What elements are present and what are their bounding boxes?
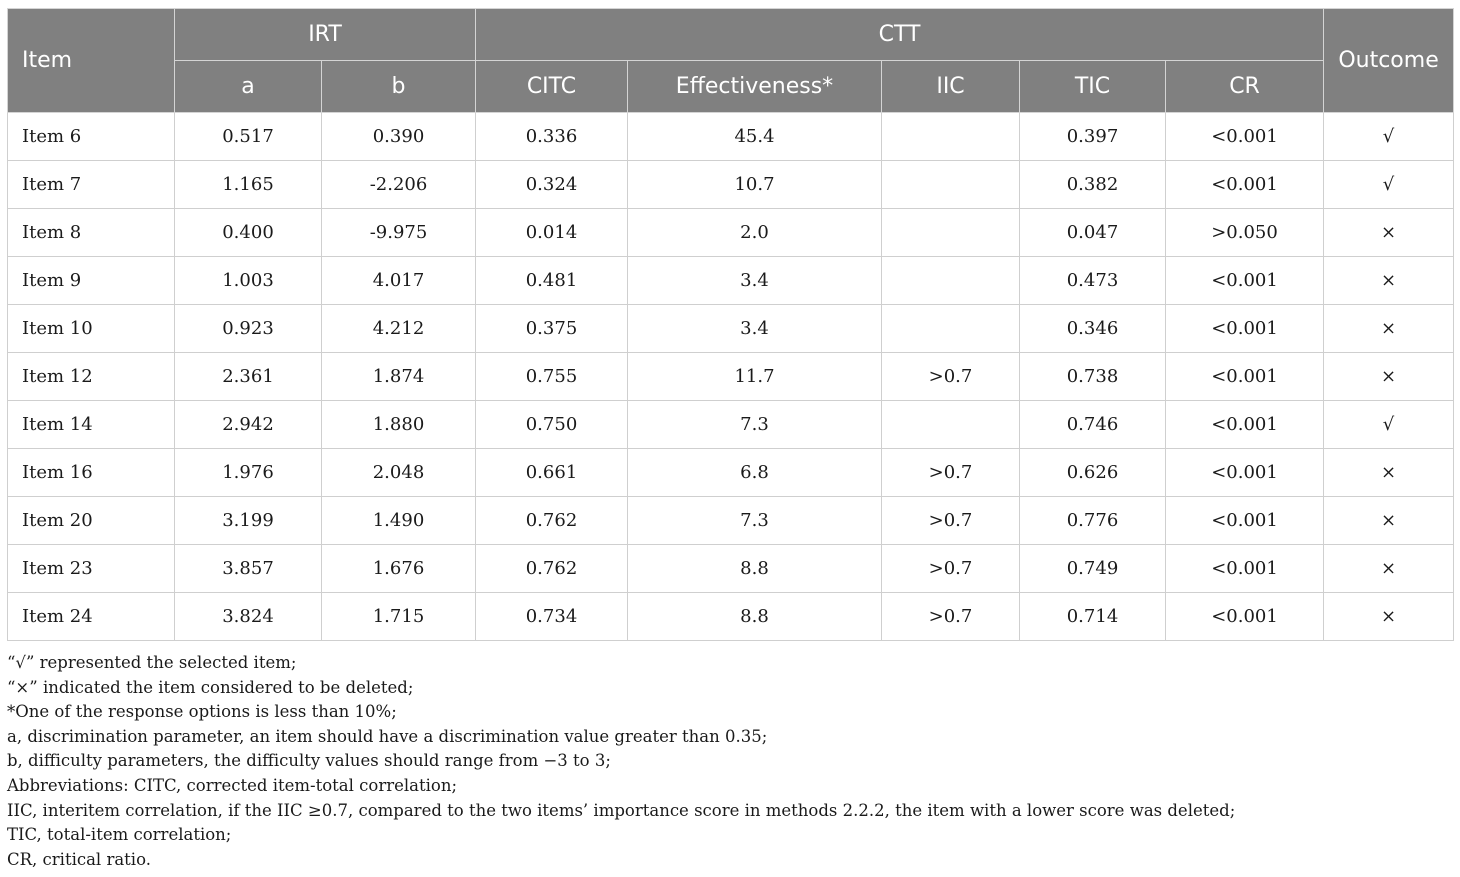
cell-item: Item 14 [8, 401, 175, 449]
cell-a: 1.976 [175, 449, 322, 497]
cell-item: Item 23 [8, 545, 175, 593]
cell-cr: <0.001 [1166, 449, 1324, 497]
cell-citc: 0.324 [476, 161, 628, 209]
cell-b: 1.880 [322, 401, 476, 449]
header-a: a [175, 61, 322, 113]
cell-tic: 0.746 [1020, 401, 1166, 449]
cell-b: 2.048 [322, 449, 476, 497]
header-ctt: CTT [476, 9, 1324, 61]
header-cr: CR [1166, 61, 1324, 113]
cell-iic: >0.7 [882, 593, 1020, 641]
header-citc: CITC [476, 61, 628, 113]
cell-item: Item 10 [8, 305, 175, 353]
cell-outcome: × [1324, 545, 1454, 593]
cell-eff: 45.4 [628, 113, 882, 161]
cell-tic: 0.346 [1020, 305, 1166, 353]
footnote-line: “√” represented the selected item; [7, 653, 297, 672]
table-row [8, 161, 1454, 209]
cell-outcome: × [1324, 257, 1454, 305]
cell-b: 1.874 [322, 353, 476, 401]
cell-a: 2.361 [175, 353, 322, 401]
cell-a: 1.003 [175, 257, 322, 305]
cell-item: Item 16 [8, 449, 175, 497]
cell-eff: 8.8 [628, 545, 882, 593]
header-item: Item [8, 9, 175, 113]
footnote-line: IIC, interitem correlation, if the IIC ≥0.7, compared to the two items’ importance score in methods 2.2.2, the item with a lower score was deleted; [7, 800, 1236, 820]
cell-a: 0.923 [175, 305, 322, 353]
cell-a: 1.165 [175, 161, 322, 209]
footnote-line: a, discrimination parameter, an item should have a discrimination value greater than 0.35; [7, 726, 768, 746]
footnote-line: CR, critical ratio. [7, 849, 151, 869]
cell-b: -2.206 [322, 161, 476, 209]
cell-outcome: × [1324, 353, 1454, 401]
cell-eff: 10.7 [628, 161, 882, 209]
cell-item: Item 12 [8, 353, 175, 401]
cell-cr: <0.001 [1166, 257, 1324, 305]
cell-iic [882, 209, 1020, 257]
cell-citc: 0.762 [476, 497, 628, 545]
cell-cr: >0.050 [1166, 209, 1324, 257]
cell-citc: 0.375 [476, 305, 628, 353]
header-outcome: Outcome [1324, 9, 1454, 113]
table-row [8, 497, 1454, 545]
cell-a: 2.942 [175, 401, 322, 449]
cell-item: Item 8 [8, 209, 175, 257]
cell-tic: 0.473 [1020, 257, 1166, 305]
cell-eff: 3.4 [628, 305, 882, 353]
cell-tic: 0.382 [1020, 161, 1166, 209]
cell-item: Item 6 [8, 113, 175, 161]
cell-eff: 6.8 [628, 449, 882, 497]
cell-a: 0.517 [175, 113, 322, 161]
cell-citc: 0.661 [476, 449, 628, 497]
cell-b: 4.212 [322, 305, 476, 353]
cell-iic [882, 257, 1020, 305]
results-table [7, 8, 1454, 641]
cell-b: 1.676 [322, 545, 476, 593]
cell-a: 0.400 [175, 209, 322, 257]
cell-cr: <0.001 [1166, 545, 1324, 593]
cell-cr: <0.001 [1166, 401, 1324, 449]
cell-a: 3.824 [175, 593, 322, 641]
cell-tic: 0.626 [1020, 449, 1166, 497]
table-row [8, 401, 1454, 449]
table-row [8, 449, 1454, 497]
table-body [8, 113, 1454, 641]
cell-eff: 11.7 [628, 353, 882, 401]
footnote-line: TIC, total-item correlation; [7, 825, 232, 845]
cell-citc: 0.750 [476, 401, 628, 449]
header-tic: TIC [1020, 61, 1166, 113]
table-row [8, 353, 1454, 401]
table-row [8, 593, 1454, 641]
cell-outcome: √ [1324, 401, 1454, 449]
cell-citc: 0.336 [476, 113, 628, 161]
cell-outcome: × [1324, 593, 1454, 641]
cell-eff: 3.4 [628, 257, 882, 305]
footnote-line: b, difficulty parameters, the difficulty values should range from −3 to 3; [7, 751, 611, 771]
cell-iic [882, 161, 1020, 209]
cell-tic: 0.397 [1020, 113, 1166, 161]
cell-citc: 0.762 [476, 545, 628, 593]
table-row [8, 113, 1454, 161]
header-b: b [322, 61, 476, 113]
cell-citc: 0.014 [476, 209, 628, 257]
header-iic: IIC [882, 61, 1020, 113]
cell-outcome: √ [1324, 113, 1454, 161]
cell-iic: >0.7 [882, 449, 1020, 497]
cell-iic [882, 401, 1020, 449]
cell-iic: >0.7 [882, 497, 1020, 545]
cell-b: 4.017 [322, 257, 476, 305]
cell-outcome: √ [1324, 161, 1454, 209]
cell-eff: 7.3 [628, 401, 882, 449]
cell-cr: <0.001 [1166, 593, 1324, 641]
cell-citc: 0.481 [476, 257, 628, 305]
cell-outcome: × [1324, 497, 1454, 545]
cell-iic [882, 113, 1020, 161]
cell-iic: >0.7 [882, 353, 1020, 401]
table-row [8, 209, 1454, 257]
table-row [8, 545, 1454, 593]
cell-b: -9.975 [322, 209, 476, 257]
cell-cr: <0.001 [1166, 305, 1324, 353]
cell-iic [882, 305, 1020, 353]
cell-b: 0.390 [322, 113, 476, 161]
header-effectiveness: Effectiveness* [628, 61, 882, 113]
cell-outcome: × [1324, 305, 1454, 353]
cell-outcome: × [1324, 209, 1454, 257]
cell-a: 3.857 [175, 545, 322, 593]
cell-eff: 2.0 [628, 209, 882, 257]
footnote-line: “×” indicated the item considered to be deleted; [7, 677, 414, 697]
cell-b: 1.490 [322, 497, 476, 545]
cell-citc: 0.734 [476, 593, 628, 641]
cell-eff: 7.3 [628, 497, 882, 545]
cell-citc: 0.755 [476, 353, 628, 401]
table-row [8, 257, 1454, 305]
cell-tic: 0.776 [1020, 497, 1166, 545]
cell-tic: 0.738 [1020, 353, 1166, 401]
cell-item: Item 9 [8, 257, 175, 305]
cell-iic: >0.7 [882, 545, 1020, 593]
cell-cr: <0.001 [1166, 497, 1324, 545]
cell-item: Item 7 [8, 161, 175, 209]
cell-tic: 0.047 [1020, 209, 1166, 257]
cell-b: 1.715 [322, 593, 476, 641]
cell-item: Item 20 [8, 497, 175, 545]
table-row [8, 305, 1454, 353]
table-footnotes [7, 651, 1235, 872]
cell-cr: <0.001 [1166, 113, 1324, 161]
cell-tic: 0.749 [1020, 545, 1166, 593]
cell-outcome: × [1324, 449, 1454, 497]
cell-item: Item 24 [8, 593, 175, 641]
cell-a: 3.199 [175, 497, 322, 545]
footnote-line: *One of the response options is less than 10%; [7, 702, 397, 722]
cell-cr: <0.001 [1166, 161, 1324, 209]
cell-tic: 0.714 [1020, 593, 1166, 641]
footnote-line: Abbreviations: CITC, corrected item-total correlation; [7, 775, 458, 795]
cell-eff: 8.8 [628, 593, 882, 641]
header-irt: IRT [175, 9, 476, 61]
cell-cr: <0.001 [1166, 353, 1324, 401]
